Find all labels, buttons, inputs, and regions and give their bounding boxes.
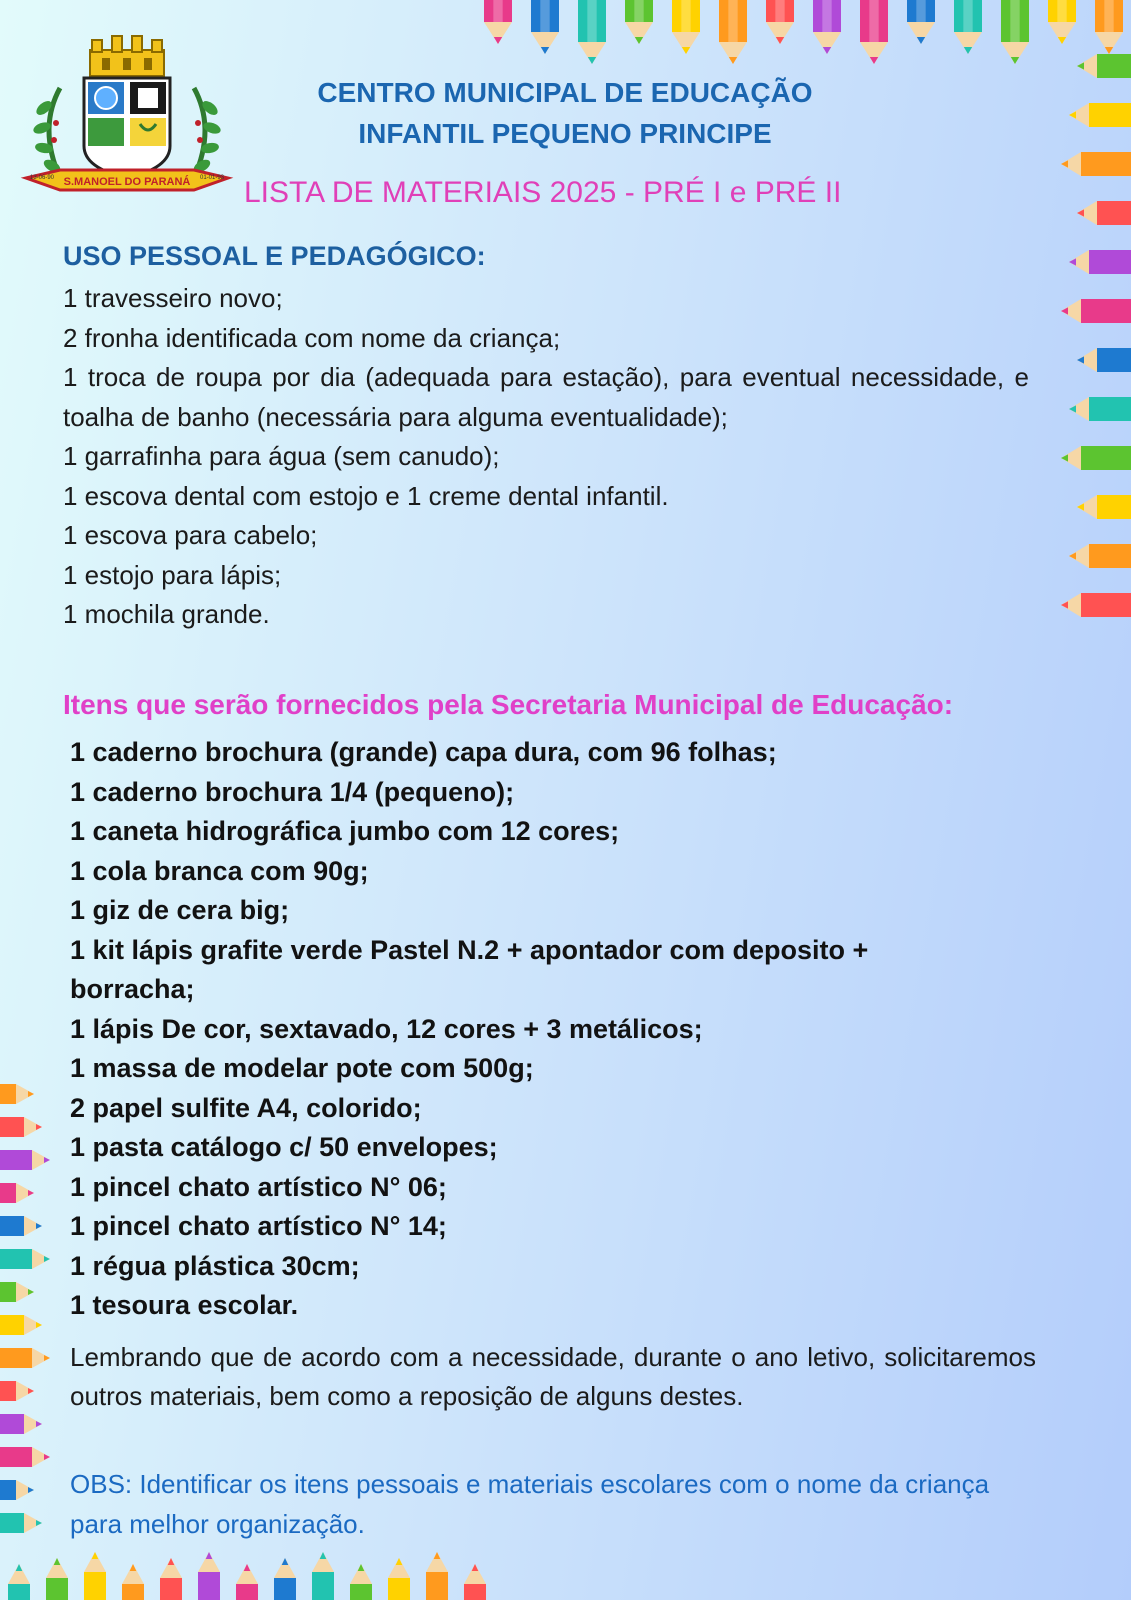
list-item: 1 escova para cabelo;	[63, 520, 318, 550]
pencil-icon	[531, 0, 559, 54]
pencil-icon	[160, 1558, 182, 1600]
list-item: 2 papel sulfite A4, colorido;	[70, 1092, 422, 1123]
list-item: 1 travesseiro novo;	[63, 283, 283, 313]
pencil-icon	[0, 1084, 34, 1104]
pencil-border-right	[1051, 50, 1131, 650]
pencil-icon	[0, 1150, 50, 1170]
pencil-icon	[1077, 54, 1131, 78]
pencil-icon	[274, 1558, 296, 1600]
pencil-icon	[954, 0, 982, 54]
pencil-icon	[1095, 0, 1123, 54]
municipal-crest-logo	[20, 28, 234, 198]
personal-items-list	[63, 279, 1029, 635]
pencil-icon	[1061, 446, 1131, 470]
list-item: 1 garrafinha para água (sem canudo);	[63, 441, 500, 471]
pencil-icon	[625, 0, 653, 44]
pencil-icon	[0, 1183, 34, 1203]
obs-note: OBS: Identificar os itens pessoais e materiais escolares com o nome da criança para melhor organização.	[70, 1469, 990, 1539]
list-item: 1 kit lápis grafite verde Pastel N.2 + apontador com deposito + borracha;	[70, 934, 869, 1004]
pencil-icon	[0, 1381, 34, 1401]
supplied-items-list	[70, 733, 970, 1326]
crest-date-left: 13-06-90	[29, 175, 55, 181]
list-item: 1 tesoura escolar.	[70, 1290, 299, 1320]
pencil-icon	[1061, 299, 1131, 323]
school-name	[250, 72, 880, 154]
pencil-icon	[84, 1552, 106, 1600]
shield-icon	[84, 78, 170, 178]
pencil-icon	[484, 0, 512, 44]
pencil-icon	[1069, 250, 1131, 274]
list-item: 1 caderno brochura (grande) capa dura, com 96 folhas;	[70, 737, 777, 767]
pencil-icon	[0, 1315, 42, 1335]
list-item: 1 caneta hidrográfica jumbo com 12 cores;	[70, 816, 620, 846]
pencil-icon	[766, 0, 794, 44]
pencil-icon	[860, 0, 888, 64]
pencil-icon	[813, 0, 841, 54]
pencil-icon	[8, 1564, 30, 1600]
pencil-border-top	[480, 0, 1131, 70]
pencil-icon	[1048, 0, 1076, 44]
pencil-icon	[1001, 0, 1029, 64]
pencil-icon	[350, 1564, 372, 1600]
list-item: 1 escova dental com estojo e 1 creme dental infantil.	[63, 480, 669, 511]
personal-section-heading: USO PESSOAL E PEDAGÓGICO:	[63, 241, 486, 271]
pencil-icon	[578, 0, 606, 64]
crest-date-right: 01-01-93	[199, 175, 225, 181]
school-name-line1: CENTRO MUNICIPAL DE EDUCAÇÃO	[317, 77, 813, 108]
pencil-icon	[1069, 544, 1131, 568]
list-title: LISTA DE MATERIAIS 2025 - PRÉ I e PRÉ II	[244, 176, 842, 209]
list-item: 1 cola branca com 90g;	[70, 855, 369, 886]
list-item: 1 lápis De cor, sextavado, 12 cores + 3 metálicos;	[70, 1013, 703, 1044]
pencil-icon	[0, 1480, 34, 1500]
pencil-icon	[236, 1564, 258, 1600]
list-item: 1 régua plástica 30cm;	[70, 1250, 360, 1281]
pencil-icon	[0, 1447, 50, 1467]
pencil-icon	[122, 1564, 144, 1600]
pencil-border-bottom	[0, 1540, 520, 1600]
pencil-icon	[1069, 103, 1131, 127]
pencil-icon	[464, 1564, 486, 1600]
list-item: 1 giz de cera big;	[70, 895, 290, 925]
pencil-icon	[388, 1558, 410, 1600]
pencil-icon	[1077, 348, 1131, 372]
list-item: 1 massa de modelar pote com 500g;	[70, 1053, 534, 1083]
pencil-icon	[1061, 152, 1131, 176]
school-name-line2: INFANTIL PEQUENO PRINCIPE	[358, 118, 772, 149]
pencil-border-left	[0, 1080, 55, 1550]
pencil-icon	[0, 1414, 42, 1434]
pencil-icon	[719, 0, 747, 64]
reminder-note: Lembrando que de acordo com a necessidade, durante o ano letivo, solicitaremos outros materiais, bem como a reposição de alguns destes.	[70, 1342, 1036, 1411]
supplied-section-heading: Itens que serão fornecidos pela Secretaria Municipal de Educação:	[63, 689, 954, 720]
pencil-icon	[672, 0, 700, 54]
list-item: 1 pincel chato artístico N° 06;	[70, 1171, 447, 1202]
pencil-icon	[1061, 593, 1131, 617]
pencil-icon	[0, 1249, 50, 1269]
list-item: 1 estojo para lápis;	[63, 559, 282, 590]
crest-city-label: S.MANOEL DO PARANÁ	[63, 176, 191, 188]
list-item: 1 pasta catálogo c/ 50 envelopes;	[70, 1132, 498, 1162]
laurel-right-icon	[192, 88, 222, 178]
pencil-icon	[426, 1552, 448, 1600]
city-ribbon	[26, 170, 228, 190]
crown-icon	[90, 36, 164, 76]
pencil-icon	[0, 1513, 42, 1533]
pencil-icon	[1069, 397, 1131, 421]
pencil-icon	[0, 1117, 42, 1137]
list-item: 1 troca de roupa por dia (adequada para estação), para eventual necessidade, e toalha de banho (necessária para alguma eventualidade);	[63, 362, 1029, 432]
pencil-icon	[1077, 201, 1131, 225]
list-item: 1 caderno brochura 1/4 (pequeno);	[70, 776, 515, 807]
pencil-icon	[198, 1552, 220, 1600]
list-item: 2 fronha identificada com nome da criança;	[63, 322, 561, 353]
pencil-icon	[0, 1216, 42, 1236]
pencil-icon	[0, 1282, 34, 1302]
pencil-icon	[1077, 495, 1131, 519]
pencil-icon	[46, 1558, 68, 1600]
pencil-icon	[312, 1552, 334, 1600]
list-item: 1 pincel chato artístico N° 14;	[70, 1211, 447, 1241]
pencil-icon	[907, 0, 935, 44]
pencil-icon	[0, 1348, 50, 1368]
laurel-left-icon	[32, 88, 62, 178]
list-item: 1 mochila grande.	[63, 599, 270, 629]
